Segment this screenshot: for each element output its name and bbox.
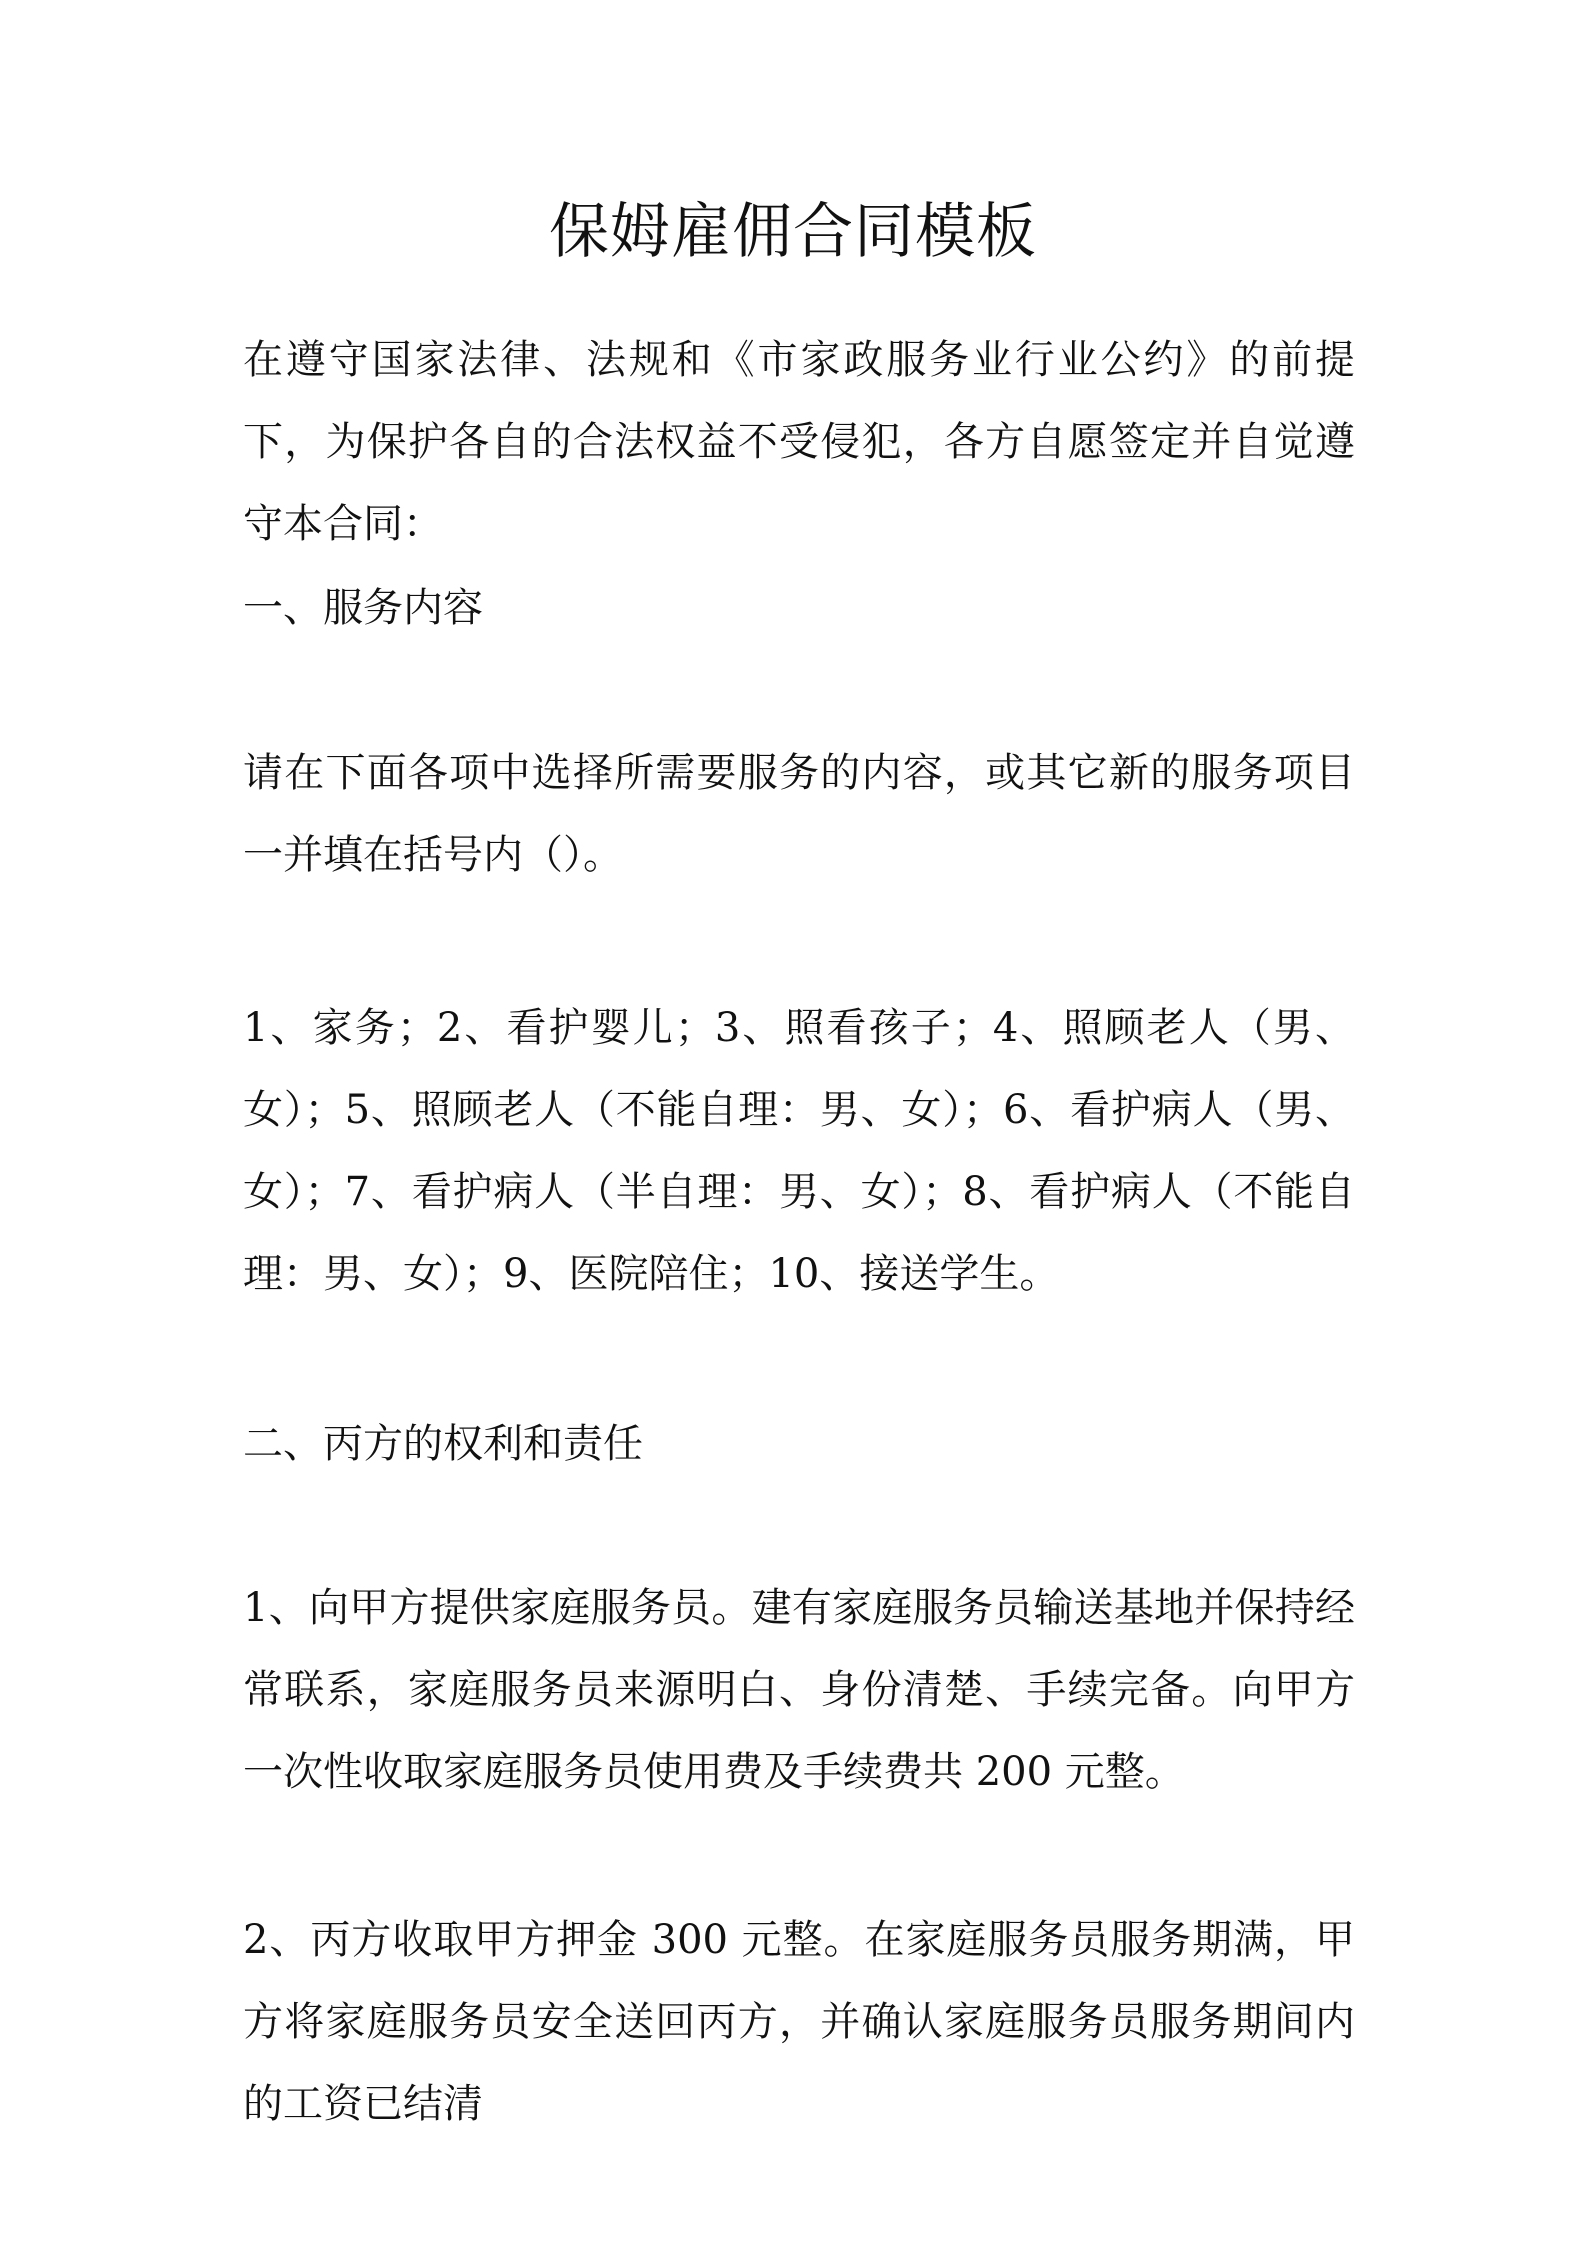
service-items-paragraph: 1、家务；2、看护婴儿；3、照看孩子；4、照顾老人（男、女）；5、照顾老人（不能自理：男、女）；6、看护病人（男、女）；7、看护病人（半自理：男、女）；8、看护病人（不能自理：男、女）；9、医院陪住；10、接送学生。: [243, 1005, 1355, 1297]
document-title: 保姆雇佣合同模板: [549, 197, 1037, 267]
service-instruction-paragraph: 请在下面各项中选择所需要服务的内容，或其它新的服务项目一并填在括号内（）。: [243, 750, 1355, 878]
section-heading-service-content: 一、服务内容: [243, 585, 483, 631]
section-heading-party-c-rights: 二、丙方的权利和责任: [243, 1421, 643, 1467]
intro-paragraph: 在遵守国家法律、法规和《市家政服务业行业公约》的前提下，为保护各自的合法权益不受侵犯，各方自愿签定并自觉遵守本合同：: [243, 337, 1355, 547]
clause-paragraph-2: 2、丙方收取甲方押金 300 元整。在家庭服务员服务期满，甲方将家庭服务员安全送回丙方，并确认家庭服务员服务期间内的工资已结清: [243, 1917, 1355, 2127]
clause-paragraph-1: 1、向甲方提供家庭服务员。建有家庭服务员输送基地并保持经常联系，家庭服务员来源明白、身份清楚、手续完备。向甲方一次性收取家庭服务员使用费及手续费共 200 元整。: [243, 1585, 1355, 1795]
